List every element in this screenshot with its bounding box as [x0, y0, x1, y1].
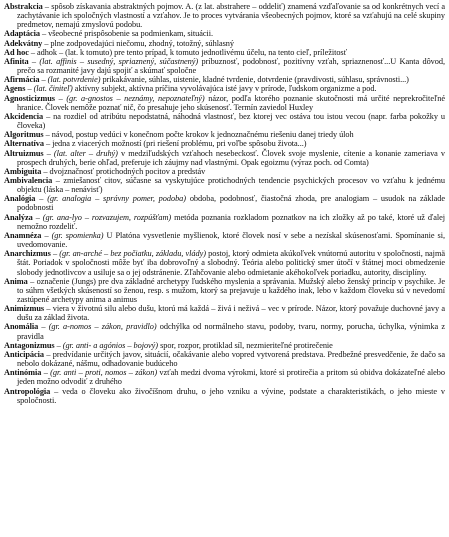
- entry-term: Altruizmus: [4, 148, 44, 158]
- glossary-entry: [4, 94, 445, 112]
- entry-definition: vzťah medzi dvoma výrokmi, ktoré si protirečia a pritom sú obidva dokázateľné alebo jeden možno odvodiť z druhého: [17, 368, 445, 387]
- entry-definition: – návod, postup vedúci v konečnom počte krokov k jednoznačnému riešeniu danej triedy úloh: [45, 130, 354, 140]
- glossary-entry: [4, 84, 445, 93]
- entry-etymology: – (lat. potvrdenie): [41, 75, 101, 85]
- entry-term: Agens: [4, 84, 26, 94]
- entry-term: Analógia: [4, 194, 36, 204]
- entry-etymology: – (gr. analogia – správny pomer, podoba): [39, 194, 186, 204]
- entry-definition: – všeobecné prispôsobenie sa podmienkam, situácii.: [42, 29, 214, 39]
- entry-etymology: – (gr. ana-lyo – rozvazujem, rozpúšťam): [35, 212, 172, 222]
- entry-definition: aktívny subjekt, aktívna príčina vyvolávajúca isté javy v prírode, ľudskom organizme a pod.: [74, 84, 377, 94]
- entry-term: Anima: [4, 276, 28, 286]
- entry-definition: príbuznosť, podobnosť, pozitívny vzťah, spriaznenosť...U Kanta dôvod, prečo sa rozmanité javy dajú spojiť a skúmať spoločne: [17, 56, 445, 76]
- entry-definition: spor, rozpor, protiklad síl, nezmieriteľné protirečenie: [160, 340, 333, 350]
- entry-etymology: – (gr. spomienka): [44, 230, 104, 240]
- entry-term: Akcidencia: [4, 111, 44, 121]
- entry-term: Ambivalencia: [4, 175, 53, 185]
- entry-definition: – predvídanie určitých javov, situácií, očakávanie alebo vopred vytvorená predstava. Predbežné presvedčenie, že dačo sa nebolo dokázané, nášmu, odhadovanie budúceho: [17, 349, 445, 369]
- entry-term: Alternatíva: [4, 139, 45, 149]
- entry-etymology: – (gr. a-nomos – zákon, pravidlo): [41, 322, 157, 332]
- entry-etymology: – (lat. alter – druhý): [46, 148, 118, 158]
- entry-definition: U Platóna vysvetlenie myšlienok, ktoré človek nosí v sebe a nezískal skúsenosťami. Spomínanie si, uvedomovanie.: [17, 230, 445, 250]
- glossary-entry: [4, 304, 445, 322]
- entry-term: Antinómia: [4, 368, 42, 378]
- entry-definition: – adhok – (lat. k tomuto) pre tento prípad, k tomuto jednotlivému účelu, na tento cieľ, príležitosť: [30, 47, 348, 57]
- entry-term: Anarchizmus: [4, 249, 51, 259]
- entry-term: Abstrakcia: [4, 2, 43, 11]
- entry-term: Afinita: [4, 56, 29, 66]
- entry-definition: – zmiešanosť citov, súčasne sa vyskytujúce protichodných tendencie psychických procesov vo vzťahu k jednému objektu (láska – nenávisť): [17, 175, 445, 195]
- glossary-entry: [4, 231, 445, 249]
- entry-term: Agnosticizmus: [4, 93, 55, 103]
- entry-definition: – plne zodpovedajúci niečomu, zhodný, totožný, súhlasný: [44, 38, 234, 48]
- glossary-entry: [4, 29, 445, 38]
- entry-etymology: – (lat. činiteľ): [27, 84, 73, 94]
- entry-definition: – dvojznačnosť protichodných pocitov a predstáv: [43, 166, 206, 176]
- glossary-entry: [4, 194, 445, 212]
- glossary-entry: [4, 2, 445, 29]
- glossary-entry: [4, 368, 445, 386]
- entry-etymology: – (gr. an-arché – bez počiatku, základu, vlády): [52, 249, 206, 259]
- entry-term: Anomália: [4, 322, 39, 332]
- entry-term: Adekvátny: [4, 38, 43, 48]
- entry-term: Afirmácia: [4, 75, 40, 85]
- entry-definition: – označenie (Jungs) pre dva základné archetypy ľudského myslenia a správania. Mužský alebo ženský princíp v psychike. Je to súhrn všetkých skúseností so ženou, resp. s mužom, ktorý sa prejavuje u každého inak, lebo v každom človeku sú v nevedomí zastúpené archetypy anima a animus: [17, 276, 445, 304]
- entry-term: Algoritmus: [4, 130, 44, 140]
- entry-term: Adaptácia: [4, 29, 40, 39]
- entry-etymology: – (lat. affinis – susedný, spriaznený, súčastnený): [31, 56, 199, 66]
- entry-definition: – veda o človeku ako živočíšnom druhu, o jeho vzniku a vývine, podstate a charakteristikách, o jeho mieste v spoločnosti.: [17, 386, 445, 405]
- glossary-entry: [4, 130, 445, 139]
- glossary-entry: [4, 387, 445, 405]
- glossary-entry: [4, 350, 445, 368]
- entry-definition: obdoba, podobnosť, čiastočná zhoda, pre analogiam – usudok na základe podobnosti: [17, 194, 445, 213]
- glossary-entry: [4, 341, 445, 350]
- entry-etymology: – (gr. a-gnostos – neznámy, nepoznateľný): [58, 93, 205, 103]
- glossary-entry: [4, 139, 445, 148]
- entry-term: Ad hoc: [4, 47, 29, 57]
- entry-term: Antropológia: [4, 386, 51, 396]
- glossary-entry: [4, 39, 445, 48]
- glossary-entry: [4, 149, 445, 167]
- glossary-entry: [4, 112, 445, 130]
- entry-etymology: – (gr. anti – proti, nomos – zákon): [43, 368, 158, 378]
- glossary-entry: [4, 57, 445, 75]
- glossary-entry: [4, 277, 445, 304]
- entry-term: Analýza: [4, 212, 33, 222]
- glossary-entry: [4, 322, 445, 340]
- entry-definition: názor, podľa ktorého poznanie skutočnosti má určité neprekročiteľné hranice. Človek nemôže poznať nič, čo presahuje jeho skúsenosť. Termín zaviedol Huxley: [17, 93, 445, 112]
- entry-definition: odchýlka od normálneho stavu, podoby, tvaru, normy, porucha, úchylka, výnimka z pravidla: [17, 322, 445, 341]
- glossary-entry: [4, 213, 445, 231]
- entry-term: Animizmus: [4, 304, 45, 314]
- entry-term: Anticipácia: [4, 349, 45, 359]
- entry-definition: v medziľudských vzťahoch nesebeckosť. Človek svoje myslenie, cítenie a konanie zameriava v prospech druhých, berie ohľad, preferuje ich záujmy nad vlastnými. Opak egoizmu (výraz poch. od Comta): [17, 148, 445, 167]
- glossary-entry: [4, 75, 445, 84]
- entry-term: Ambiguita: [4, 166, 42, 176]
- entry-definition: prikakávanie, súhlas, uistenie, kladné tvrdenie, dotvrdenie (pravdivosti, súhlasu, správnosti...): [102, 75, 409, 85]
- entry-term: Anamnéza: [4, 230, 42, 240]
- glossary-entry: [4, 167, 445, 176]
- entry-definition: – na rozdiel od atribútu nepodstatná, náhodná vlastnosť, bez ktorej vec ostáva tou istou vecou (napr. farba pokožky u človeka): [17, 111, 445, 131]
- entry-etymology: – (gr. anti- a agónios – bojový): [56, 340, 159, 350]
- glossary-entry: [4, 48, 445, 57]
- glossary-entry: [4, 176, 445, 194]
- entry-definition: – jedna z viacerých možností (pri riešení problému, pri voľbe spôsobu života...): [46, 139, 307, 149]
- glossary-entry: [4, 249, 445, 276]
- entry-term: Antagonizmus: [4, 340, 55, 350]
- entry-definition: metóda poznania rozkladom poznatkov na ich zložky až po také, ktoré už ďalej nemožno rozdeliť.: [17, 212, 445, 231]
- entry-definition: – spôsob získavania abstraktných pojmov. A. (z lat. abstrahere – oddeliť) znamená vzďaľovanie sa od konkrétnych vecí a zachytávanie ich spoločných vlastností a vzťahov. Je to proces vytvárania všeobecných pojmov, ktoré sa vzťahujú na celé skupiny predmetov, nemajú zmyslovú podobu.: [17, 2, 445, 30]
- entry-definition: postoj, ktorý odmieta akúkoľvek vnútornú autoritu v spoločnosti, najmä štát. Poriadok v spoločnosti môže byť iba dobrovoľný a slobodný. Teória alebo politický smer útočí v štátnej moci obmedzenie slobody jednotlivcov a usiluje sa o jej odstránenie. Zľahčovanie alebo odmietanie akéhokoľvek poriadku, autority, disciplíny.: [17, 249, 445, 277]
- entry-definition: – viera v životnú silu alebo dušu, ktorú má každá – živá i neživá – vec v prírode. Názor, ktorý považuje duchovné javy a dušu za základ života.: [17, 304, 445, 323]
